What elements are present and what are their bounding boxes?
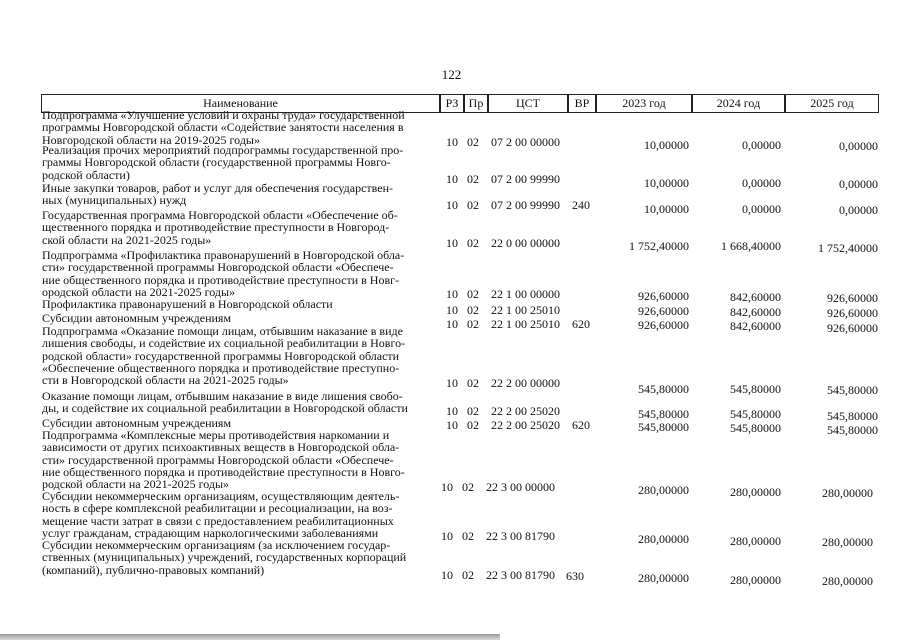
row-rz: 10 (446, 198, 458, 212)
row-2024: 280,00000 (730, 573, 781, 587)
row-rz: 10 (446, 287, 458, 301)
row-2024: 842,60000 (730, 319, 781, 333)
row-2023: 545,80000 (638, 420, 689, 434)
row-cst: 07 2 00 00000 (491, 135, 560, 149)
header-name: Наименование (41, 94, 440, 113)
row-pr: 02 (467, 236, 479, 250)
row-cst: 22 3 00 81790 (486, 568, 555, 582)
row-rz: 10 (446, 317, 458, 331)
row-2023: 280,00000 (638, 483, 689, 497)
header-2024: 2024 год (692, 94, 785, 113)
row-2023: 545,80000 (638, 407, 689, 421)
row-2024: 280,00000 (730, 485, 781, 499)
row-pr: 02 (467, 135, 479, 149)
row-pr: 02 (462, 480, 474, 494)
row-name: Подпрограмма «Улучшение условий и охраны труда» государственной программы Новгородской области «Содействие занятости населения в Новгородской области на 2019-2025 годы» (42, 108, 405, 147)
row-vr: 620 (572, 317, 590, 331)
row-vr: 240 (572, 198, 590, 212)
row-cst: 22 1 00 00000 (491, 287, 560, 301)
row-2023: 280,00000 (638, 571, 689, 585)
row-2024: 280,00000 (730, 534, 781, 548)
row-2025: 545,80000 (827, 383, 878, 397)
row-name: Субсидии некоммерческим организациям, осуществляющим деятель- ность в сфере комплексной реабилитации и ресоциализации, на воз- мещение части затрат в связи с предоставлением реабилитационных услуг гражданам, страдающим наркологическими заболеваниями (42, 489, 400, 540)
row-2023: 10,00000 (644, 202, 689, 216)
row-2024: 545,80000 (730, 407, 781, 421)
page-number: 122 (441, 67, 462, 82)
row-rz: 10 (446, 172, 458, 186)
row-2025: 0,00000 (839, 139, 878, 153)
row-pr: 02 (467, 303, 479, 317)
row-2023: 10,00000 (644, 176, 689, 190)
row-name: Субсидии автономным учреждениям (42, 416, 232, 430)
row-name: Реализация прочих мероприятий подпрограммы государственной про- граммы Новгородской области (государственной программы Новго- родской области) (42, 143, 404, 182)
row-2024: 0,00000 (742, 202, 781, 216)
row-name: Подпрограмма «Профилактика правонарушений в Новгородской обла- сти» государственной программы Новгородской области «Обеспече- ние общественного порядка и противодействие преступности в Новг- ородской области на 2021-2025 годы» (42, 248, 405, 299)
row-name: Субсидии автономным учреждениям (42, 311, 232, 325)
row-cst: 22 2 00 25020 (491, 418, 560, 432)
row-pr: 02 (462, 568, 474, 582)
row-rz: 10 (446, 236, 458, 250)
row-name: Оказание помощи лицам, отбывшим наказание в виде лишения свобо- ды, и содействие их социальной реабилитации в Новгородской области (42, 389, 408, 416)
row-cst: 22 0 00 00000 (491, 236, 560, 250)
row-name: Профилактика правонарушений в Новгородской области (42, 297, 333, 311)
row-2025: 280,00000 (822, 574, 873, 588)
row-name: Подпрограмма «Оказание помощи лицам, отбывшим наказание в виде лишения свободы, и содействие их социальной реабилитации в Новго- родской области» государственной программы Новгородской области «Обеспечение общественного порядка и противодействие преступно- сти в Новгородской области на 2021-2025 годы» (42, 324, 406, 388)
row-2025: 926,60000 (827, 321, 878, 335)
row-2023: 926,60000 (638, 318, 689, 332)
row-rz: 10 (441, 480, 453, 494)
row-2024: 545,80000 (730, 421, 781, 435)
row-cst: 22 2 00 25020 (491, 404, 560, 418)
row-rz: 10 (441, 568, 453, 582)
row-cst: 22 1 00 25010 (491, 303, 560, 317)
row-2025: 926,60000 (827, 291, 878, 305)
row-2023: 1 752,40000 (629, 239, 689, 253)
row-2025: 926,60000 (827, 306, 878, 320)
row-2025: 0,00000 (839, 177, 878, 191)
row-pr: 02 (467, 198, 479, 212)
row-2023: 10,00000 (644, 138, 689, 152)
row-name: Иные закупки товаров, работ и услуг для обеспечения государствен- ных (муниципальных) нужд (42, 181, 393, 208)
row-pr: 02 (467, 172, 479, 186)
header-vr: ВР (568, 94, 596, 113)
row-rz: 10 (446, 303, 458, 317)
row-2024: 0,00000 (742, 138, 781, 152)
row-2025: 280,00000 (822, 486, 873, 500)
row-rz: 10 (446, 135, 458, 149)
row-cst: 07 2 00 99990 (491, 172, 560, 186)
row-cst: 22 3 00 81790 (486, 529, 555, 543)
row-2025: 545,80000 (827, 409, 878, 423)
header-2023: 2023 год (596, 94, 692, 113)
row-name: Государственная программа Новгородской области «Обеспечение об- щественного порядка и противодействие преступности в Новгород- ской области на 2021-2025 годы» (42, 208, 398, 247)
row-pr: 02 (467, 376, 479, 390)
row-vr: 620 (572, 418, 590, 432)
row-cst: 22 1 00 25010 (491, 317, 560, 331)
row-name: Субсидии некоммерческим организациям (за исключением государ- ственных (муниципальных) учреждений, государственных корпораций (компаний), публично-правовых компаний) (42, 538, 407, 577)
row-pr: 02 (467, 418, 479, 432)
header-rz: РЗ (440, 94, 464, 113)
row-cst: 07 2 00 99990 (491, 198, 560, 212)
row-pr: 02 (462, 529, 474, 543)
row-rz: 10 (446, 376, 458, 390)
row-rz: 10 (446, 418, 458, 432)
row-2024: 0,00000 (742, 176, 781, 190)
row-2023: 545,80000 (638, 382, 689, 396)
row-pr: 02 (467, 287, 479, 301)
header-cst: ЦСТ (488, 94, 568, 113)
row-cst: 22 2 00 00000 (491, 376, 560, 390)
row-2024: 545,80000 (730, 382, 781, 396)
header-2025: 2025 год (785, 94, 879, 113)
row-2023: 280,00000 (638, 532, 689, 546)
row-pr: 02 (467, 404, 479, 418)
row-2025: 0,00000 (839, 203, 878, 217)
row-2023: 926,60000 (638, 304, 689, 318)
row-name: Подпрограмма «Комплексные меры противодействия наркомании и зависимости от других психоактивных веществ в Новгородской обла- сти» государственной программы Новгородской области «Обеспече- ние общественного порядка и противодействие преступности в Новго- родской области на 2021-2025 годы» (42, 428, 405, 492)
row-2023: 926,60000 (638, 289, 689, 303)
row-2025: 1 752,40000 (818, 241, 878, 255)
row-2025: 545,80000 (827, 423, 878, 437)
row-pr: 02 (467, 317, 479, 331)
row-cst: 22 3 00 00000 (486, 480, 555, 494)
row-rz: 10 (446, 404, 458, 418)
row-2024: 842,60000 (730, 305, 781, 319)
row-rz: 10 (441, 529, 453, 543)
header-pr: Пр (464, 94, 488, 113)
row-2024: 1 668,40000 (721, 239, 781, 253)
row-2025: 280,00000 (822, 535, 873, 549)
row-vr: 630 (566, 569, 584, 583)
row-2024: 842,60000 (730, 290, 781, 304)
scan-edge (0, 634, 500, 640)
